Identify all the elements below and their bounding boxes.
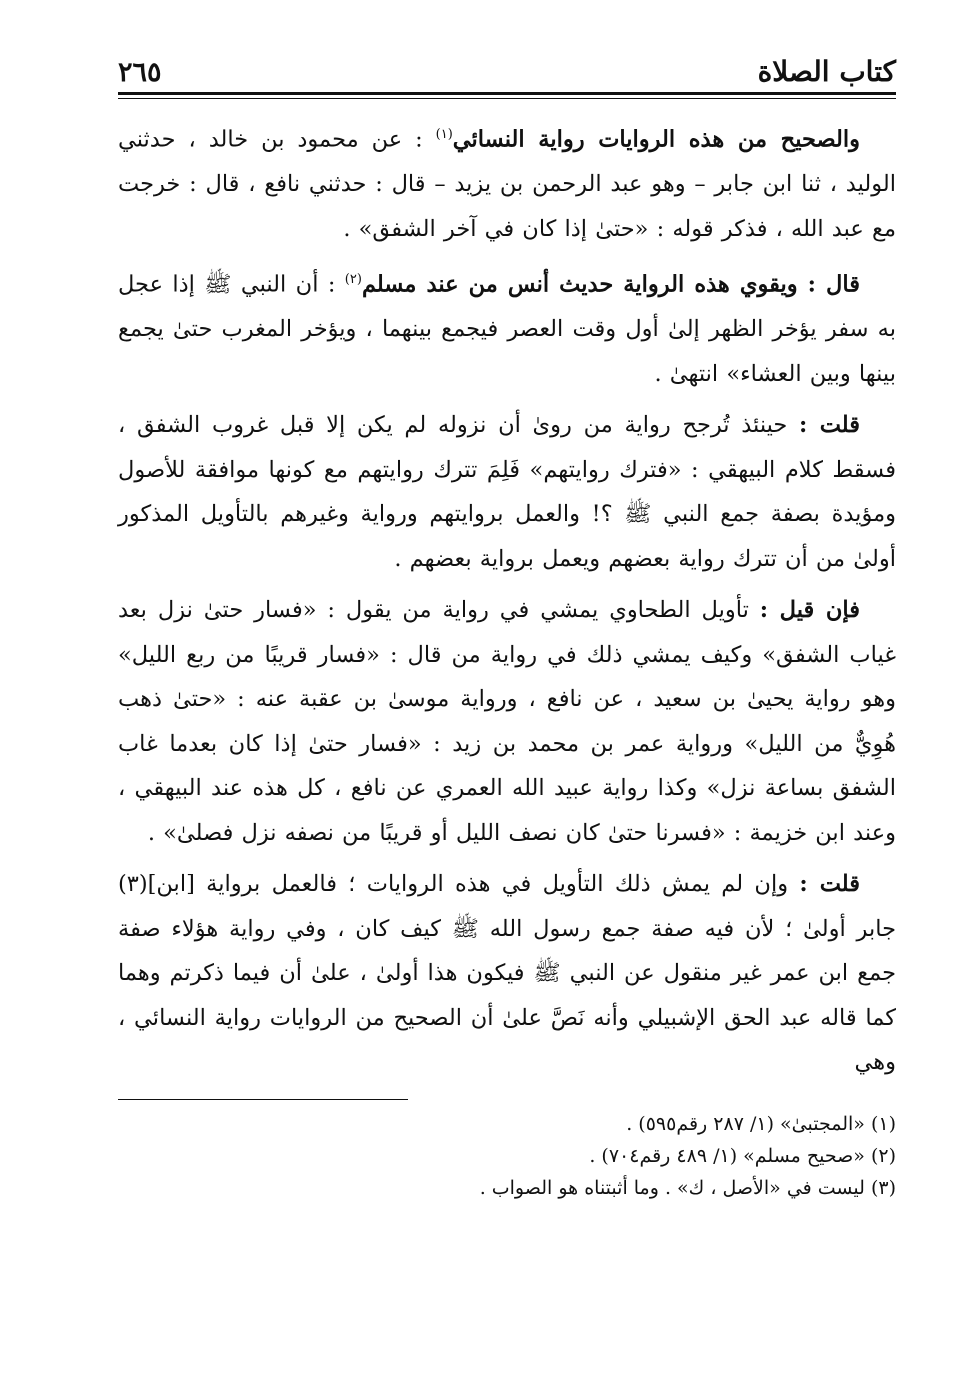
paragraph-5 bbox=[118, 862, 896, 1085]
footnote-1: (١) «المجتبىٰ» (١/ ٢٨٧ رقم٥٩٥) . bbox=[626, 1112, 896, 1135]
footnote-separator bbox=[118, 1099, 408, 1100]
main-text bbox=[118, 113, 896, 1085]
paragraph-lead: قلت : bbox=[799, 412, 860, 438]
paragraph-lead: قال : ويقوي هذه الرواية حديث أنس من عند مسلم bbox=[361, 271, 860, 298]
paragraph-2 bbox=[118, 258, 896, 396]
paragraph-lead: والصحيح من هذه الروايات رواية النسائي bbox=[452, 126, 861, 153]
header-rule-thin bbox=[118, 98, 896, 99]
footnote-3: (٣) ليست في «الأصل ، ك» . وما أثبتناه هو الصواب . bbox=[479, 1176, 896, 1199]
paragraph-lead: قلت : bbox=[799, 871, 860, 897]
paragraph-text: تأويل الطحاوي يمشي في رواية من يقول : «فسار حتىٰ نزل بعد غياب الشفق» وكيف يمشي ذلك في رواية من قال : «فسار قريبًا من ربع الليل» وهو رواية يحيىٰ بن سعيد ، عن نافع ، ورواية موسىٰ بن عقبة عنه : «حتىٰ ذهب هُوِيٌّ من الليل» ورواية عمر بن محمد بن زيد : «فسار حتىٰ إذا كان بعدما غاب الشفق بساعة نزل» وكذا رواية عبيد الله العمري عن نافع ، كل هذه عند البيهقي ، وعند ابن خزيمة : «فسرنا حتىٰ كان نصف الليل أو قريبًا من نصفه نزل فصلىٰ» . bbox=[118, 597, 896, 846]
book-title: كتاب الصلاة bbox=[757, 55, 896, 88]
page-number: ٢٦٥ bbox=[118, 57, 162, 88]
paragraph-1 bbox=[118, 113, 896, 251]
footnote-2: (٢) «صحيح مسلم» (١/ ٤٨٩ رقم٧٠٤) . bbox=[589, 1144, 896, 1167]
paragraph-4 bbox=[118, 588, 896, 855]
paragraph-3 bbox=[118, 403, 896, 581]
footnote-ref: (٢) bbox=[344, 272, 362, 287]
running-header bbox=[118, 38, 896, 88]
paragraph-text: وإن لم يمش ذلك التأويل في هذه الروايات ؛ فالعمل برواية [ابن](٣) جابر أولىٰ ؛ لأن فيه صفة جمع رسول الله ﷺ كيف كان ، وفي رواية هؤلاء صفة جمع ابن عمر غير منقول عن النبي ﷺ فيكون هذا أولىٰ ، علىٰ أن فيما ذكرتم وهما كما قاله عبد الحق الإشبيلي وأنه نَصَّ علىٰ أن الصحيح من الروايات رواية النسائي ، وهي bbox=[118, 871, 896, 1075]
footnotes bbox=[118, 1108, 896, 1204]
paragraph-text: حينئذ تُرجح رواية من روىٰ أن نزوله لم يكن إلا قبل غروب الشفق ، فسقط كلام البيهقي : «فترك روايتهم» فَلِمَ تترك روايتهم مع كونها موافقة للأصول ومؤيدة بصفة جمع النبي ﷺ ؟! والعمل بروايتهم ورواية وغيرهم بالتأويل المذكور أولىٰ من أن تترك رواية بعضهم ويعمل برواية بعضهم . bbox=[118, 412, 896, 572]
footnote-ref: (١) bbox=[435, 127, 453, 142]
paragraph-text: : عن محمود بن خالد ، حدثني الوليد ، ثنا ابن جابر – وهو عبد الرحمن بن يزيد – قال : حدثني نافع ، قال : خرجت مع عبد الله ، فذكر قوله : «حتىٰ إذا كان في آخر الشفق» . bbox=[118, 126, 896, 242]
header-rule-thick bbox=[118, 92, 896, 95]
paragraph-text: : أن النبي ﷺ إذا عجل به سفر يؤخر الظهر إلىٰ أول وقت العصر فيجمع بينهما ، ويؤخر المغرب حتىٰ يجمع بينها وبين العشاء» انتهىٰ . bbox=[118, 271, 896, 387]
page bbox=[118, 38, 896, 1204]
paragraph-lead: فإن قيل : bbox=[759, 597, 860, 623]
